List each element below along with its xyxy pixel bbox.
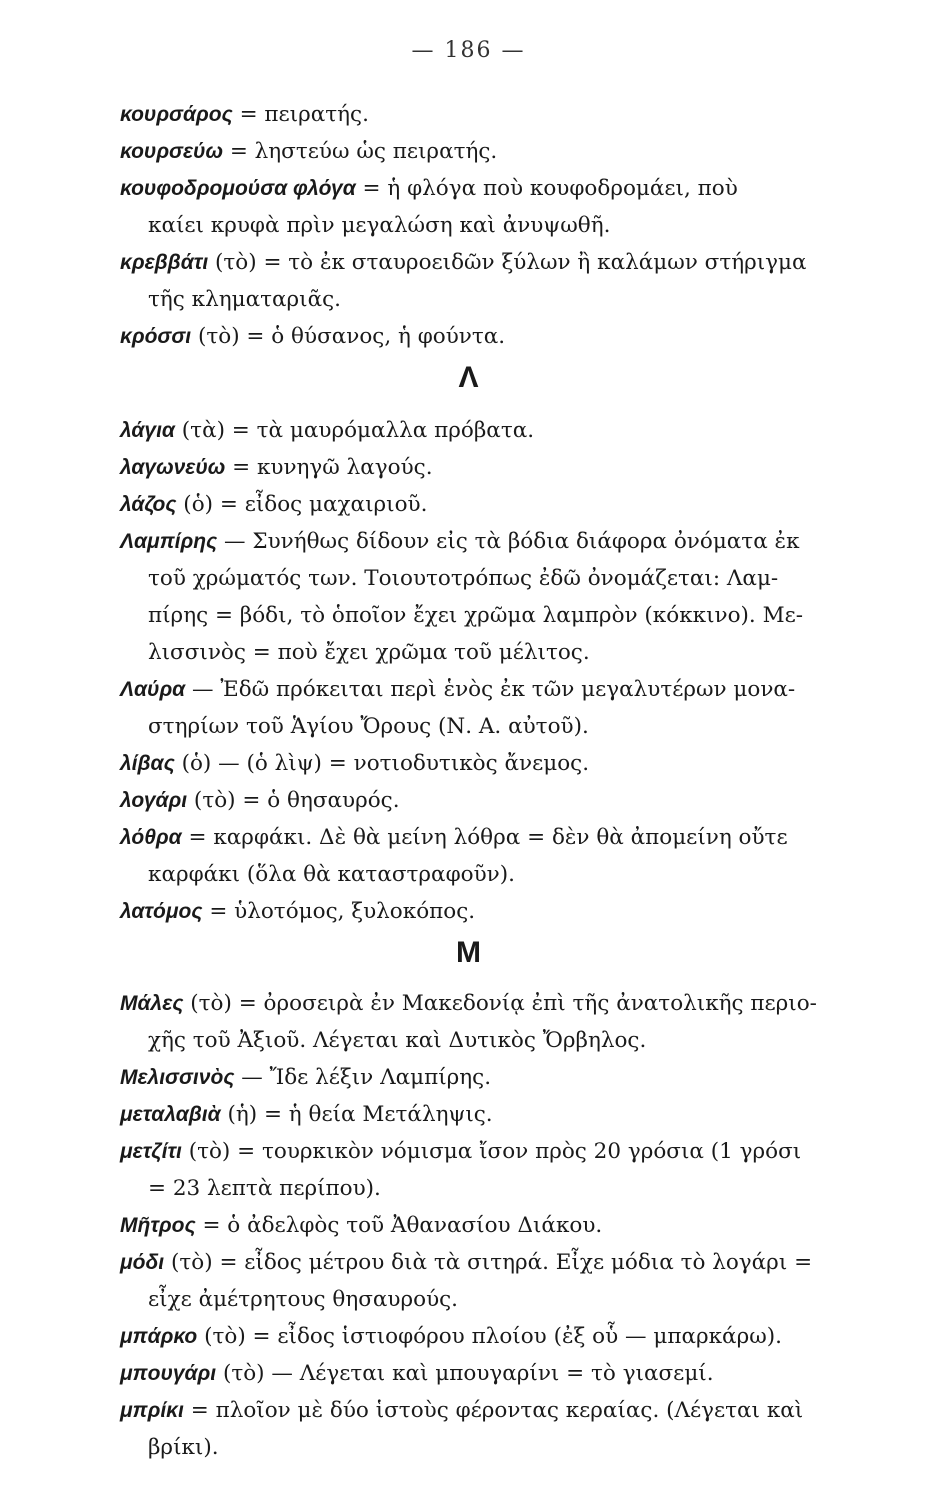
headword: Μελισσινὸς xyxy=(120,1066,235,1089)
entry xyxy=(120,449,840,486)
entry xyxy=(120,133,840,170)
headword: λάζος xyxy=(120,493,177,516)
headword: Λαύρα xyxy=(120,678,186,701)
definition: (τὸ) = τουρκικὸν νόμισμα ἴσον πρὸς 20 γρόσια (1 γρόσι xyxy=(181,1139,802,1164)
definition: = πειρατής. xyxy=(232,102,369,127)
entry xyxy=(120,819,840,893)
section-letter: Μ xyxy=(456,936,481,969)
definition: = πλοῖον μὲ δύο ἱστοὺς φέροντας κεραίας. (Λέγεται καὶ xyxy=(183,1398,804,1423)
definition: (τὸ) — Λέγεται καὶ μπουγαρίνι = τὸ γιασεμί. xyxy=(216,1361,714,1386)
headword: μεταλαβιὰ xyxy=(120,1103,221,1126)
definition-continued: βρίκι). xyxy=(148,1435,219,1460)
headword: λόθρα xyxy=(120,826,182,849)
headword: κουφοδρομούσα φλόγα xyxy=(120,177,356,200)
headword: Μῆτρος xyxy=(120,1214,196,1237)
definition: = κυνηγῶ λαγούς. xyxy=(225,455,433,480)
entry xyxy=(120,1207,840,1244)
headword: λατόμος xyxy=(120,900,203,923)
entry xyxy=(120,893,840,930)
definition: (τὸ) = ὁ θύσανος, ἡ φούντα. xyxy=(191,324,506,349)
entry xyxy=(120,1392,840,1466)
definition-continued: καίει κρυφὰ πρὶν μεγαλώση καὶ ἀνυψωθῆ. xyxy=(148,213,611,238)
headword: μπουγάρι xyxy=(120,1362,217,1385)
entry xyxy=(120,745,840,782)
definition-continued: λισσινὸς = ποὺ ἔχει χρῶμα τοῦ μέλιτος. xyxy=(148,640,590,665)
definition: = καρφάκι. Δὲ θὰ μείνη λόθρα = δὲν θὰ ἀπομείνη οὔτε xyxy=(181,825,788,850)
entry xyxy=(120,1096,840,1133)
definition: — Ἐδῶ πρόκειται περὶ ἑνὸς ἐκ τῶν μεγαλυτέρων μονα- xyxy=(185,677,796,702)
definition-continued: = 23 λεπτὰ περίπου). xyxy=(148,1176,381,1201)
page-number: — 186 — xyxy=(411,38,526,63)
headword: κρεββάτι xyxy=(120,251,209,274)
definition-continued: καρφάκι (ὅλα θὰ καταστραφοῦν). xyxy=(148,862,515,887)
definition-continued: τοῦ χρώματός των. Τοιουτοτρόπως ἐδῶ ὀνομάζεται: Λαμ- xyxy=(148,566,779,591)
definition: (τὸ) = ὀροσειρὰ ἐν Μακεδονίᾳ ἐπὶ τῆς ἀνατολικῆς περιο- xyxy=(183,991,817,1016)
headword: Μάλες xyxy=(120,992,184,1015)
definition: — Ἴδε λέξιν Λαμπίρης. xyxy=(234,1065,492,1090)
entry xyxy=(120,170,840,244)
headword: λάγια xyxy=(120,419,175,442)
definition: = ληστεύω ὡς πειρατής. xyxy=(222,139,498,164)
definition: (τὰ) = τὰ μαυρόμαλλα πρόβατα. xyxy=(174,418,535,443)
entry xyxy=(120,523,840,671)
definition: (τὸ) = τὸ ἐκ σταυροειδῶν ξύλων ἢ καλάμων στήριγμα xyxy=(208,250,807,275)
entry xyxy=(120,1355,840,1392)
definition: (ὁ) = εἶδος μαχαιριοῦ. xyxy=(176,492,428,517)
definition: (ὁ) — (ὁ λὶψ) = νοτιοδυτικὸς ἄνεμος. xyxy=(174,751,590,776)
headword: κουρσεύω xyxy=(120,140,223,163)
headword: λαγωνεύω xyxy=(120,456,226,479)
definition-continued: χῆς τοῦ Ἀξιοῦ. Λέγεται καὶ Δυτικὸς Ὄρβηλος. xyxy=(148,1028,647,1053)
headword: μόδι xyxy=(120,1251,165,1274)
entry xyxy=(120,96,840,133)
definition: = ἡ φλόγα ποὺ κουφοδρομάει, ποὺ xyxy=(355,176,738,201)
definition-continued: στηρίων τοῦ Ἁγίου Ὄρους (Ν. Α. αὐτοῦ). xyxy=(148,714,589,739)
headword: κρόσσι xyxy=(120,325,192,348)
entry xyxy=(120,985,840,1059)
definition-continued: εἶχε ἀμέτρητους θησαυρούς. xyxy=(148,1287,459,1312)
headword: κουρσάρος xyxy=(120,103,233,126)
entry xyxy=(120,782,840,819)
headword: μπάρκο xyxy=(120,1325,198,1348)
entry xyxy=(120,486,840,523)
definition: (τὸ) = ὁ θησαυρός. xyxy=(187,788,400,813)
definition-continued: πίρης = βόδι, τὸ ὁποῖον ἔχει χρῶμα λαμπρὸν (κόκκινο). Με- xyxy=(148,603,803,628)
entry xyxy=(120,318,840,355)
entry xyxy=(120,1244,840,1318)
definition: (τὸ) = εἶδος μέτρου διὰ τὰ σιτηρά. Εἶχε μόδια τὸ λογάρι = xyxy=(164,1250,813,1275)
entry xyxy=(120,1318,840,1355)
entry xyxy=(120,671,840,745)
entry xyxy=(120,1059,840,1096)
definition-continued: τῆς κληματαριᾶς. xyxy=(148,287,341,312)
headword: μπρίκι xyxy=(120,1399,184,1422)
definition: (τὸ) = εἶδος ἱστιοφόρου πλοίου (ἐξ οὗ — μπαρκάρω). xyxy=(197,1324,782,1349)
definition: (ἡ) = ἡ θεία Μετάληψις. xyxy=(220,1102,493,1127)
entry xyxy=(120,244,840,318)
headword: λογάρι xyxy=(120,789,188,812)
headword: Λαμπίρης xyxy=(120,530,218,553)
definition: — Συνήθως δίδουν εἰς τὰ βόδια διάφορα ὀνόματα ἐκ xyxy=(217,529,800,554)
entry xyxy=(120,1133,840,1207)
headword: λίβας xyxy=(120,752,175,775)
entry xyxy=(120,412,840,449)
headword: μετζίτι xyxy=(120,1140,182,1163)
definition: = ὁ ἀδελφὸς τοῦ Ἀθανασίου Διάκου. xyxy=(195,1213,603,1238)
definition: = ὑλοτόμος, ξυλοκόπος. xyxy=(202,899,476,924)
section-letter: Λ xyxy=(458,361,479,394)
